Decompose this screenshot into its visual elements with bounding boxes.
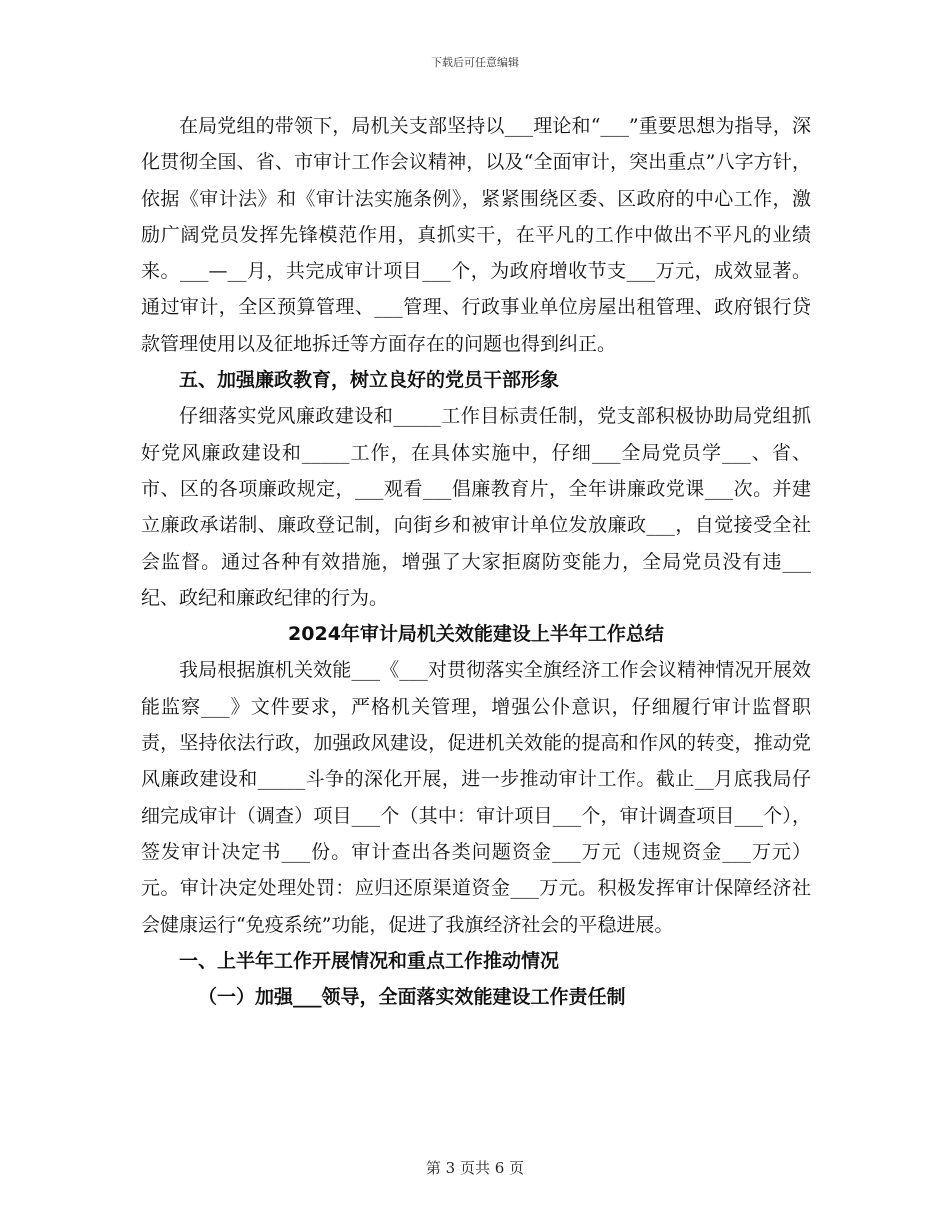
paragraph-party-leadership: 在局党组的带领下，局机关支部坚持以___理论和“___”重要思想为指导，深化贯彻全国、省、市审计工作会议精神，以及“全面审计，突出重点”八字方针，依据《审计法》和《审计法实施条例》，紧紧围绕区委、区政府的中心工作，激励广阔党员发挥先锋模范作用，真抓实干，在平凡的工作中做出不平凡的业绩来。___—__月，共完成审计项目___个，为政府增收节支___万元，成效显著。通过审计，全区预算管理、___管理、行政事业单位房屋出租管理、政府银行贷款管理使用以及征地拆迁等方面存在的问题也得到纠正。 [141,115,811,355]
paragraph-efficiency-summary: 我局根据旗机关效能___《___对贯彻落实全旗经济工作会议精神情况开展效能监察___》文件要求，严格机关管理，增强公仆意识，仔细履行审计监督职责，坚持依法行政，加强政风建设，促进机关效能的提高和作风的转变，推动党风廉政建设和_____斗争的深化开展，进一步推动审计工作。截止__月底我局仔细完成审计（调查）项目___个（其中：审计项目___个，审计调查项目___个），签发审计决定书___份。审计查出各类问题资金___万元（违规资金___万元）元。审计决定处理处罚：应归还原渠道资金___万元。积极发挥审计保障经济社会健康运行“免疫系统”功能，促进了我旗经济社会的平稳进展。 [141,659,811,936]
section-heading-5: 五、加强廉政教育，树立良好的党员干部形象 [179,369,560,392]
subsection-heading-1-1: （一）加强___领导，全面落实效能建设工作责任制 [198,986,626,1009]
page-number: 第 3 页共 6 页 [425,1159,525,1177]
document-body [141,108,811,1015]
paragraph-integrity-education: 仔细落实党风廉政建设和_____工作目标责任制，党支部积极协助局党组抓好党风廉政建设和_____工作，在具体实施中，仔细___全局党员学___、省、市、区的各项廉政规定，___观看___倡廉教育片，全年讲廉政党课___次。并建立廉政承诺制、廉政登记制，向街乡和被审计单位发放廉政___，自觉接受全社会监督。通过各种有效措施，增强了大家拒腐防变能力，全局党员没有违___纪、政纪和廉政纪律的行为。 [141,405,811,609]
document-title: 2024年审计局机关效能建设上半年工作总结 [288,623,664,646]
page-header-note: 下载后可任意编辑 [431,56,519,69]
section-heading-1: 一、上半年工作开展情况和重点工作推动情况 [179,949,560,972]
